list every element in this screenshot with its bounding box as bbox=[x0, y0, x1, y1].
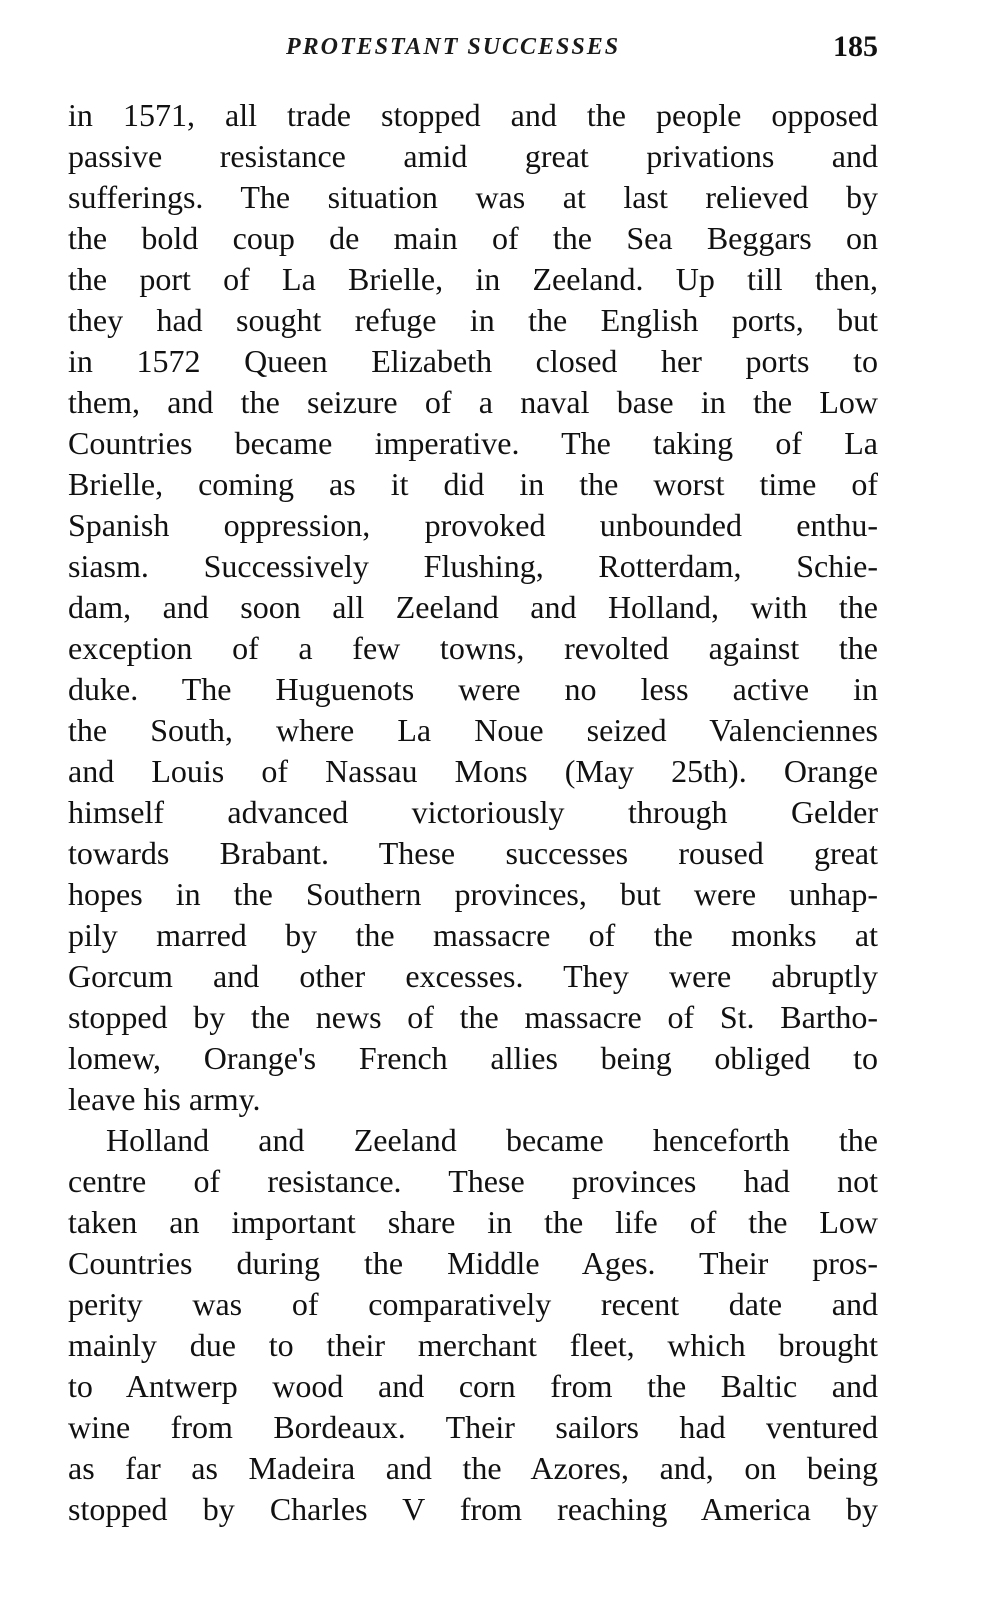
text-line: himself advanced victoriously through Gelder bbox=[68, 794, 878, 830]
text-line: centre of resistance. These provinces had not bbox=[68, 1163, 878, 1199]
text-line: Countries became imperative. The taking of La bbox=[68, 425, 878, 461]
text-line: stopped by Charles V from reaching America by bbox=[68, 1491, 878, 1527]
text-line: the port of La Brielle, in Zeeland. Up till then, bbox=[68, 261, 878, 297]
text-line: Brielle, coming as it did in the worst time of bbox=[68, 466, 878, 502]
text-line: towards Brabant. These successes roused great bbox=[68, 835, 878, 871]
text-line: taken an important share in the life of the Low bbox=[68, 1204, 878, 1240]
text-line: exception of a few towns, revolted against the bbox=[68, 630, 878, 666]
text-line: as far as Madeira and the Azores, and, on being bbox=[68, 1450, 878, 1486]
text-line: dam, and soon all Zeeland and Holland, with the bbox=[68, 589, 878, 625]
running-title: PROTESTANT SUCCESSES bbox=[286, 34, 621, 60]
text-line: Gorcum and other excesses. They were abruptly bbox=[68, 958, 878, 994]
text-line: stopped by the news of the massacre of St. Bartho- bbox=[68, 999, 878, 1035]
text-line-last: leave his army. bbox=[68, 1081, 261, 1117]
page-number: 185 bbox=[833, 30, 878, 63]
text-line: duke. The Huguenots were no less active in bbox=[68, 671, 878, 707]
text-line: passive resistance amid great privations and bbox=[68, 138, 878, 174]
paragraph-1 bbox=[68, 95, 878, 1120]
text-line: Countries during the Middle Ages. Their pros- bbox=[68, 1245, 878, 1281]
text-line: to Antwerp wood and corn from the Baltic and bbox=[68, 1368, 878, 1404]
text-line: in 1571, all trade stopped and the people opposed bbox=[68, 97, 878, 133]
text-line: wine from Bordeaux. Their sailors had ventured bbox=[68, 1409, 878, 1445]
text-line: the South, where La Noue seized Valenciennes bbox=[68, 712, 878, 748]
text-line: they had sought refuge in the English ports, but bbox=[68, 302, 878, 338]
text-line: Spanish oppression, provoked unbounded enthu- bbox=[68, 507, 878, 543]
text-line: in 1572 Queen Elizabeth closed her ports to bbox=[68, 343, 878, 379]
text-line: siasm. Successively Flushing, Rotterdam, Schie- bbox=[68, 548, 878, 584]
text-line: hopes in the Southern provinces, but were unhap- bbox=[68, 876, 878, 912]
text-line: the bold coup de main of the Sea Beggars on bbox=[68, 220, 878, 256]
text-line: lomew, Orange's French allies being obliged to bbox=[68, 1040, 878, 1076]
body-text bbox=[68, 95, 878, 1530]
text-line: them, and the seizure of a naval base in the Low bbox=[68, 384, 878, 420]
paragraph-2 bbox=[68, 1120, 878, 1530]
text-line: and Louis of Nassau Mons (May 25th). Orange bbox=[68, 753, 878, 789]
text-line: mainly due to their merchant fleet, which brought bbox=[68, 1327, 878, 1363]
text-line: pily marred by the massacre of the monks at bbox=[68, 917, 878, 953]
running-head bbox=[68, 30, 878, 70]
text-line: sufferings. The situation was at last relieved by bbox=[68, 179, 878, 215]
text-line-first: Holland and Zeeland became henceforth the bbox=[106, 1122, 878, 1158]
text-line: perity was of comparatively recent date and bbox=[68, 1286, 878, 1322]
